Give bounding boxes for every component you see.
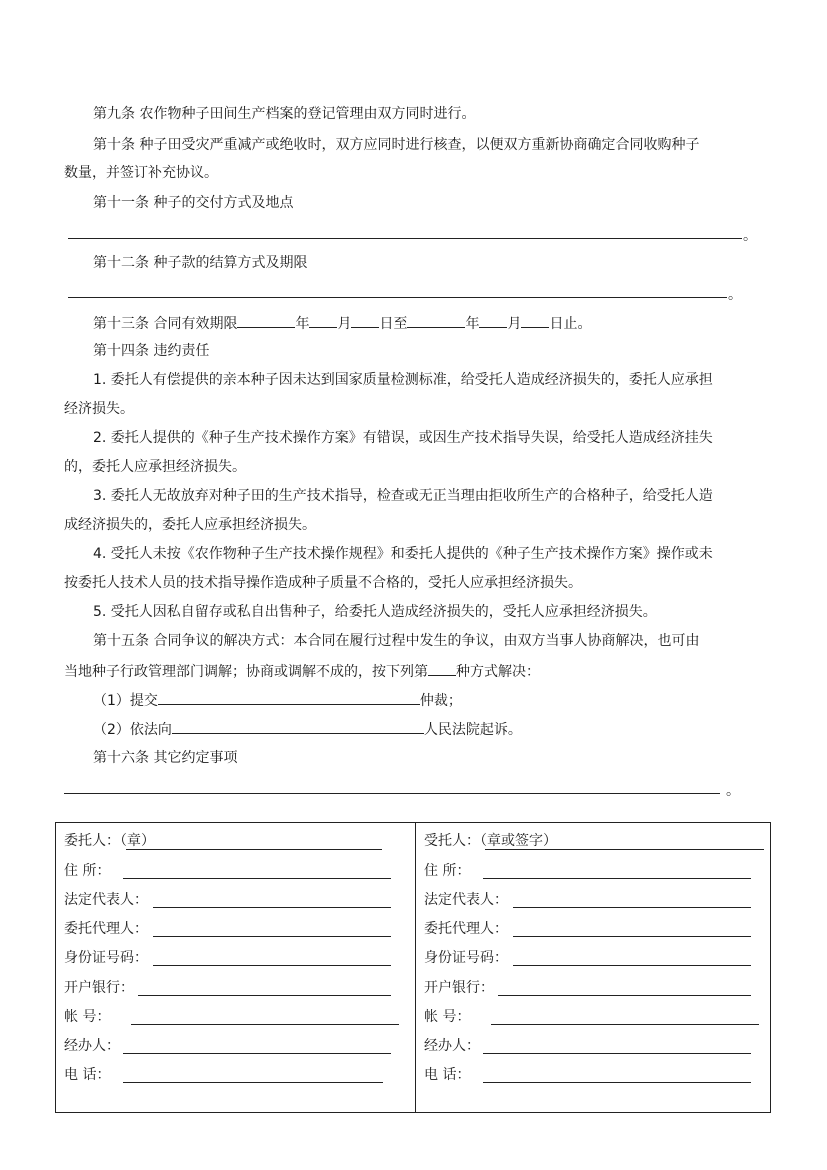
- method-number-blank[interactable]: [428, 660, 456, 676]
- clause-12: 第十二条 种子款的结算方式及期限: [93, 255, 308, 271]
- principal-account-field[interactable]: [131, 1024, 399, 1025]
- other-matters-blank[interactable]: [64, 793, 720, 794]
- delivery-method-blank[interactable]: [68, 238, 742, 239]
- agent-party-bank-field[interactable]: [498, 995, 751, 996]
- signature-table: [55, 822, 771, 1113]
- principal-address-label: 住 所：: [64, 863, 111, 879]
- agent-party-seal-note: （章或签字）: [480, 833, 557, 849]
- agent-party-address-label: 住 所：: [424, 863, 471, 879]
- principal-phone-field[interactable]: [123, 1082, 383, 1083]
- clause-15-line-2-suffix: 种方式解决：: [456, 664, 540, 680]
- clause-11: 第十一条 种子的交付方式及地点: [93, 195, 294, 211]
- clause-13-prefix: 第十三条 合同有效期限: [93, 316, 238, 332]
- day-to-label: 日至: [379, 316, 408, 332]
- clause-16: 第十六条 其它约定事项: [93, 750, 238, 766]
- agent-party-handler-field[interactable]: [483, 1053, 751, 1054]
- period-mark: 。: [743, 228, 757, 244]
- principal-id-field[interactable]: [153, 965, 391, 966]
- clause-15-line-1: 第十五条 合同争议的解决方式：本合同在履行过程中发生的争议，由双方当事人协商解决，也可由: [93, 633, 700, 649]
- agent-party-handler-label: 经办人：: [424, 1038, 480, 1054]
- clause-14-3-line-2: 成经济损失的，委托人应承担经济损失。: [64, 517, 316, 533]
- clause-14-1-line-1: 1. 委托人有偿提供的亲本种子因未达到国家质量检测标准，给受托人造成经济损失的，委托人应承担: [93, 372, 713, 388]
- agent-party-address-field[interactable]: [483, 878, 751, 879]
- principal-agent-label: 委托代理人：: [64, 921, 148, 937]
- option-1-prefix: （1）提交: [93, 693, 158, 709]
- agent-party-legal-rep-label: 法定代表人：: [424, 892, 508, 908]
- principal-bank-field[interactable]: [138, 995, 391, 996]
- agent-party-seal-field[interactable]: [485, 849, 764, 850]
- principal-seal-field[interactable]: [126, 849, 382, 850]
- clause-10-line-2: 数量，并签订补充协议。: [64, 165, 218, 181]
- clause-13: [93, 312, 591, 334]
- principal-label-text: 委托人：: [64, 833, 120, 849]
- agent-party-phone-label: 电 话：: [424, 1067, 471, 1083]
- court-name-blank[interactable]: [172, 718, 424, 734]
- month-label: 月: [337, 316, 352, 332]
- agent-party-bank-label: 开户银行：: [424, 980, 494, 996]
- clause-15-line-2-prefix: 当地种子行政管理部门调解；协商或调解不成的，按下列第: [64, 664, 428, 680]
- agent-party-id-label: 身份证号码：: [424, 950, 508, 966]
- principal-handler-label: 经办人：: [64, 1038, 120, 1054]
- clause-14: 第十四条 违约责任: [93, 343, 210, 359]
- end-year-blank[interactable]: [407, 312, 465, 328]
- clause-15-option-1: [93, 689, 462, 711]
- period-mark: 。: [728, 287, 742, 303]
- clause-14-2-line-1: 2. 委托人提供的《种子生产技术操作方案》有错误，或因生产技术指导失误，给受托人造成经济挂失: [93, 430, 713, 446]
- clause-14-5: 5. 受托人因私自留存或私自出售种子，给委托人造成经济损失的，受托人应承担经济损失。: [93, 604, 657, 620]
- clause-15-line-2: [64, 660, 540, 682]
- arbitration-body-blank[interactable]: [158, 689, 420, 705]
- start-day-blank[interactable]: [351, 312, 379, 328]
- clause-14-4-line-1: 4. 受托人未按《农作物种子生产技术操作规程》和委托人提供的《种子生产技术操作方案》操作或未: [93, 546, 713, 562]
- agent-party-agent-label: 委托代理人：: [424, 921, 508, 937]
- end-month-blank[interactable]: [479, 312, 507, 328]
- year-label: 年: [295, 316, 310, 332]
- clause-14-3-line-1: 3. 委托人无故放弃对种子田的生产技术指导，检查或无正当理由拒收所生产的合格种子，给受托人造: [93, 488, 713, 504]
- start-month-blank[interactable]: [309, 312, 337, 328]
- clause-14-1-line-2: 经济损失。: [64, 401, 134, 417]
- agent-party-label-text: 受托人：: [424, 833, 480, 849]
- principal-legal-rep-field[interactable]: [153, 907, 391, 908]
- signature-table-divider: [415, 822, 416, 1113]
- clause-10-line-1: 第十条 种子田受灾严重减产或绝收时，双方应同时进行核查，以便双方重新协商确定合同收购种子: [93, 137, 700, 153]
- principal-agent-field[interactable]: [153, 936, 391, 937]
- year-label: 年: [465, 316, 480, 332]
- clause-9: 第九条 农作物种子田间生产档案的登记管理由双方同时进行。: [93, 106, 476, 122]
- principal-address-field[interactable]: [123, 878, 391, 879]
- settlement-blank[interactable]: [68, 297, 727, 298]
- agent-party-legal-rep-field[interactable]: [513, 907, 751, 908]
- period-mark: 。: [726, 783, 740, 799]
- clause-15-option-2: [93, 718, 522, 740]
- agent-party-phone-field[interactable]: [483, 1082, 751, 1083]
- principal-phone-label: 电 话：: [64, 1067, 111, 1083]
- agent-party-account-field[interactable]: [491, 1024, 759, 1025]
- principal-label: [64, 831, 155, 851]
- option-1-suffix: 仲裁；: [419, 693, 462, 709]
- principal-account-label: 帐 号：: [64, 1009, 111, 1025]
- principal-handler-field[interactable]: [123, 1053, 391, 1054]
- option-2-prefix: （2）依法向: [93, 722, 172, 738]
- agent-party-account-label: 帐 号：: [424, 1009, 471, 1025]
- principal-legal-rep-label: 法定代表人：: [64, 892, 148, 908]
- agent-party-label: [424, 831, 557, 851]
- agent-party-id-field[interactable]: [513, 965, 751, 966]
- agent-party-agent-field[interactable]: [513, 936, 751, 937]
- clause-14-4-line-2: 按委托人技术人员的技术指导操作造成种子质量不合格的，受托人应承担经济损失。: [64, 575, 582, 591]
- clause-14-2-line-2: 的，委托人应承担经济损失。: [64, 459, 246, 475]
- principal-bank-label: 开户银行：: [64, 980, 134, 996]
- end-day-blank[interactable]: [521, 312, 549, 328]
- principal-id-label: 身份证号码：: [64, 950, 148, 966]
- principal-seal-note: （章）: [120, 833, 155, 849]
- day-end-label: 日止。: [549, 316, 592, 332]
- month-label: 月: [507, 316, 522, 332]
- start-year-blank[interactable]: [237, 312, 295, 328]
- option-2-suffix: 人民法院起诉。: [423, 722, 522, 738]
